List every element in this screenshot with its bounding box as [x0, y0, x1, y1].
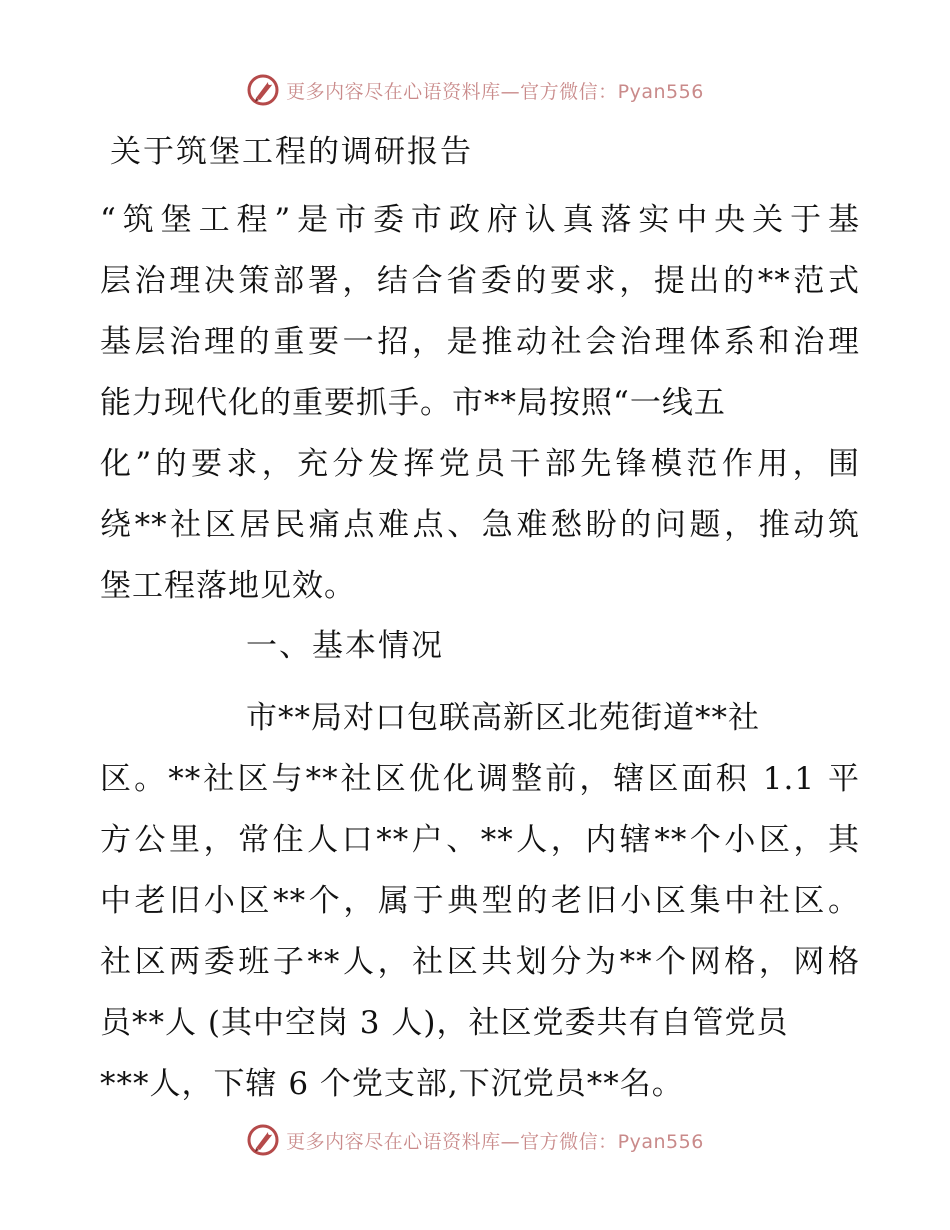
paragraph-line: 社区两委班子**人，社区共划分为**个网格，网格: [100, 944, 860, 980]
paragraph-line: 员**人 (其中空岗 3 人)，社区党委共有自管党员: [100, 1005, 789, 1041]
paragraph-line: 化”的要求，充分发挥党员干部先锋模范作用，围: [100, 446, 860, 482]
paragraph-line: 绕**社区居民痛点难点、急难愁盼的问题，推动筑: [100, 507, 860, 543]
paragraph-line: 市**局对口包联高新区北苑街道**社: [246, 700, 760, 736]
pen-logo-icon: [246, 73, 280, 107]
footer-watermark-banner: [0, 1120, 950, 1160]
paragraph-line: 方公里，常住人口**户、**人，内辖**个小区，其: [100, 822, 860, 858]
section-heading: 一、基本情况: [246, 628, 444, 664]
watermark-text: 更多内容尽在心语资料库—官方微信：Pyan556: [286, 80, 704, 103]
header-watermark-banner: [0, 70, 950, 110]
basic-situation-paragraph: [100, 688, 860, 1115]
intro-paragraph: [100, 190, 860, 617]
paragraph-line: ***人，下辖 6 个党支部,下沉党员**名。: [100, 1066, 684, 1102]
pen-logo-icon: [246, 1123, 280, 1157]
paragraph-line: 中老旧小区**个，属于典型的老旧小区集中社区。: [100, 883, 860, 919]
paragraph-line: 区。**社区与**社区优化调整前，辖区面积 1.1 平: [100, 761, 860, 797]
paragraph-line: 基层治理的重要一招，是推动社会治理体系和治理: [100, 324, 860, 360]
paragraph-line: “筑堡工程”是市委市政府认真落实中央关于基: [100, 202, 860, 238]
paragraph-line: 能力现代化的重要抓手。市**局按照“一线五: [100, 385, 726, 421]
paragraph-line: 堡工程落地见效。: [100, 568, 356, 604]
watermark-text: 更多内容尽在心语资料库—官方微信：Pyan556: [286, 1130, 704, 1153]
document-title: 关于筑堡工程的调研报告: [110, 134, 473, 170]
paragraph-line: 层治理决策部署，结合省委的要求，提出的**范式: [100, 263, 860, 299]
